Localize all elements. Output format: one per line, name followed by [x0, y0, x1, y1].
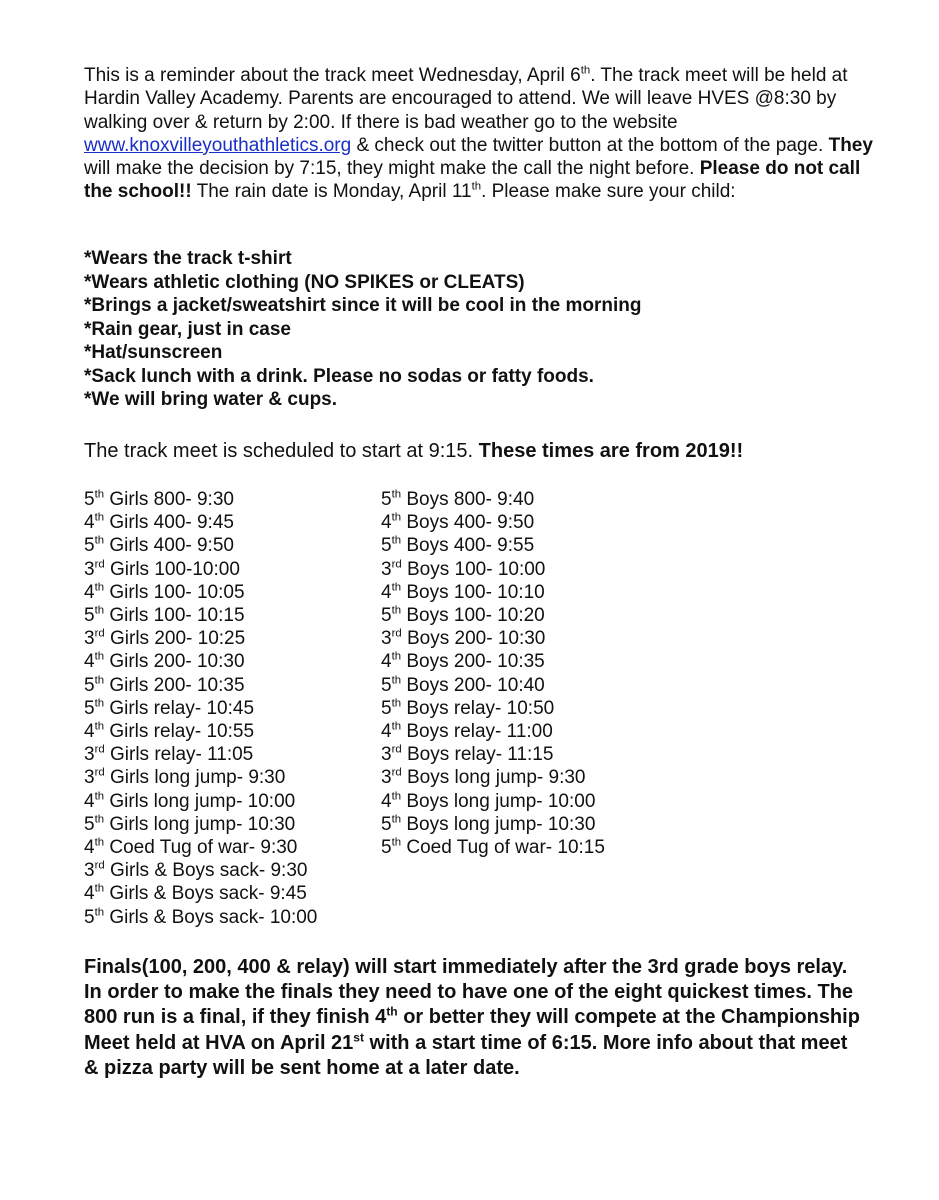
schedule-row [84, 766, 374, 789]
grade-number: 5 [84, 697, 95, 719]
ordinal-suffix: th [94, 535, 105, 548]
grade-number: 5 [381, 674, 392, 696]
finals-text-2: or better they will compete at the Championship Meet held at HVA on April 21 [84, 1006, 860, 1054]
ordinal-suffix: th [391, 511, 402, 524]
checklist-item: *Wears athletic clothing (NO SPIKES or CLEATS) [84, 271, 525, 293]
schedule-row [381, 627, 681, 650]
event-time: Boys long jump- 9:30 [401, 767, 586, 789]
ordinal-suffix: th [391, 535, 402, 548]
grade-number: 5 [381, 535, 392, 557]
event-time: Girls relay- 10:45 [104, 697, 255, 719]
ordinal-suffix: th [94, 488, 105, 501]
ordinal-suffix: th [471, 181, 482, 194]
event-time: Boys 200- 10:30 [401, 628, 546, 650]
grade-number: 5 [381, 605, 392, 627]
grade-number: 5 [381, 837, 392, 859]
grade-number: 4 [84, 790, 95, 812]
schedule-row [381, 534, 681, 557]
ordinal-suffix: st [353, 1029, 364, 1044]
ordinal-suffix: th [94, 720, 105, 733]
schedule-row [84, 581, 374, 604]
checklist-item: *Hat/sunscreen [84, 342, 223, 363]
schedule-row [381, 488, 681, 511]
ordinal-suffix: th [391, 836, 402, 849]
event-time: Girls relay- 10:55 [104, 721, 255, 743]
event-time: Boys relay- 11:00 [401, 721, 553, 743]
schedule-row [381, 650, 681, 673]
schedule-row [84, 650, 374, 673]
ordinal-suffix: th [391, 813, 402, 826]
ordinal-suffix: th [580, 64, 591, 77]
schedule-row [381, 558, 681, 581]
ordinal-suffix: th [391, 790, 402, 803]
checklist-item: *Sack lunch with a drink. Please no sodas or fatty foods. [84, 365, 594, 387]
grade-number: 3 [381, 767, 392, 789]
ordinal-suffix: rd [391, 767, 402, 780]
event-time: Girls long jump- 10:30 [104, 813, 296, 835]
event-time: Girls 200- 10:35 [104, 674, 245, 696]
checklist-item: *Wears the track t-shirt [84, 248, 292, 269]
schedule-row [84, 627, 374, 650]
ordinal-suffix: th [391, 720, 402, 733]
grade-number: 4 [84, 581, 95, 603]
schedule-row [381, 581, 681, 604]
schedule-row [381, 790, 681, 813]
checklist-item: *Brings a jacket/sweatshirt since it will be cool in the morning [84, 295, 642, 316]
event-time: Girls 400- 9:50 [104, 535, 234, 557]
ordinal-suffix: rd [94, 859, 105, 872]
schedule-row [84, 720, 374, 743]
do-not-call-warning: Please do not call the school!! [84, 158, 861, 203]
event-time: Girls 800- 9:30 [104, 489, 234, 510]
event-time: Girls & Boys sack- 10:00 [104, 906, 318, 928]
checklist-item: *Rain gear, just in case [84, 318, 291, 340]
event-time: Boys 100- 10:10 [401, 581, 545, 603]
finals-text-3: with a start time of 6:15. More info about that meet & pizza party will be sent home at a later date. [84, 1031, 848, 1079]
event-time: Girls 400- 9:45 [104, 512, 234, 534]
schedule-row [381, 674, 681, 697]
ordinal-suffix: th [94, 604, 105, 617]
ordinal-suffix: th [386, 1004, 398, 1019]
boys-schedule-column [381, 488, 681, 859]
ordinal-suffix: th [94, 906, 105, 919]
grade-number: 5 [84, 489, 95, 510]
intro-text [84, 64, 874, 204]
schedule-row [381, 720, 681, 743]
event-time: Boys long jump- 10:30 [401, 813, 596, 835]
start-time-line [84, 438, 884, 464]
intro-text-4: will make the decision by 7:15, they might make the call the night before. [84, 158, 700, 180]
event-time: Boys long jump- 10:00 [401, 790, 596, 812]
grade-number: 5 [84, 813, 95, 835]
event-time: Girls & Boys sack- 9:45 [104, 883, 307, 905]
schedule-row [381, 766, 681, 789]
finals-paragraph [84, 955, 864, 1081]
ordinal-suffix: rd [94, 767, 105, 780]
event-time: Boys relay- 10:50 [401, 697, 555, 719]
schedule-row [84, 859, 374, 882]
start-time-text: The track meet is scheduled to start at 9:15. [84, 440, 479, 462]
schedule-row [381, 697, 681, 720]
schedule-row [381, 813, 681, 836]
intro-text-2: . The track meet will be held at Hardin Valley Academy. Parents are encouraged to attend. We will leave HVES @8:30 by walking over & return by 2:00. If there is bad weather go to the website [84, 65, 848, 133]
ordinal-suffix: th [94, 674, 105, 687]
grade-number: 4 [381, 790, 392, 812]
grade-number: 4 [381, 512, 392, 534]
ordinal-suffix: th [94, 511, 105, 524]
ordinal-suffix: th [94, 651, 105, 664]
intro-text-3: & check out the twitter button at the bottom of the page. [351, 134, 829, 156]
grade-number: 4 [84, 883, 95, 905]
grade-number: 5 [381, 697, 392, 719]
event-time: Boys 100- 10:20 [401, 605, 545, 627]
schedule-row [84, 697, 374, 720]
event-time: Boys 800- 9:40 [401, 489, 535, 510]
schedule-row [84, 534, 374, 557]
grade-number: 4 [381, 651, 392, 673]
schedule-row [381, 743, 681, 766]
ordinal-suffix: th [94, 790, 105, 803]
intro-text-1: This is a reminder about the track meet Wednesday, April 6 [84, 65, 581, 86]
grade-number: 4 [84, 651, 95, 673]
ordinal-suffix: rd [391, 558, 402, 571]
ordinal-suffix: th [391, 581, 402, 594]
finals-text-1: Finals(100, 200, 400 & relay) will start immediately after the 3rd grade boys relay. In order to make the finals they need to have one of the eight quickest times. The 800 run is a final, if they finish 4 [84, 956, 854, 1029]
grade-number: 4 [84, 837, 95, 859]
grade-number: 3 [84, 558, 95, 580]
grade-number: 3 [84, 744, 95, 766]
ordinal-suffix: th [94, 581, 105, 594]
schedule-row [84, 813, 374, 836]
grade-number: 3 [84, 860, 95, 882]
ordinal-suffix: rd [391, 627, 402, 640]
intro-bold-they: They [828, 134, 873, 156]
grade-number: 3 [381, 558, 392, 580]
ordinal-suffix: th [391, 604, 402, 617]
grade-number: 5 [381, 813, 392, 835]
event-time: Girls long jump- 9:30 [104, 767, 286, 789]
ordinal-suffix: rd [94, 558, 105, 571]
ordinal-suffix: th [94, 883, 105, 896]
grade-number: 5 [84, 674, 95, 696]
ordinal-suffix: th [94, 697, 105, 710]
event-time: Girls 200- 10:25 [104, 628, 246, 650]
ordinal-suffix: rd [391, 743, 402, 756]
grade-number: 3 [84, 628, 95, 650]
schedule-row [84, 674, 374, 697]
event-time: Girls long jump- 10:00 [104, 790, 296, 812]
event-time: Boys 200- 10:40 [401, 674, 545, 696]
schedule-row [84, 743, 374, 766]
grade-number: 4 [381, 721, 392, 743]
grade-number: 4 [381, 581, 392, 603]
schedule-row [84, 906, 374, 929]
intro-text-6: . Please make sure your child: [481, 181, 736, 203]
grade-number: 3 [381, 628, 392, 650]
ordinal-suffix: rd [94, 743, 105, 756]
event-time: Boys 100- 10:00 [401, 558, 546, 580]
schedule-row [84, 836, 374, 859]
event-time: Girls & Boys sack- 9:30 [104, 860, 308, 882]
ordinal-suffix: th [94, 813, 105, 826]
grade-number: 5 [84, 906, 95, 928]
grade-number: 5 [381, 489, 392, 510]
intro-paragraph [84, 64, 874, 204]
event-time: Girls 100-10:00 [104, 558, 240, 580]
ordinal-suffix: th [391, 488, 402, 501]
schedule-row [381, 604, 681, 627]
ordinal-suffix: rd [94, 627, 105, 640]
event-time: Girls 100- 10:15 [104, 605, 245, 627]
girls-schedule-column [84, 488, 374, 929]
event-time: Boys 400- 9:55 [401, 535, 535, 557]
event-time: Girls 100- 10:05 [104, 581, 245, 603]
grade-number: 3 [381, 744, 392, 766]
grade-number: 5 [84, 535, 95, 557]
ordinal-suffix: th [94, 836, 105, 849]
checklist-item: *We will bring water & cups. [84, 389, 338, 410]
schedule-row [84, 511, 374, 534]
event-time: Boys 200- 10:35 [401, 651, 545, 673]
grade-number: 4 [84, 512, 95, 534]
intro-text-5: The rain date is Monday, April 11 [191, 181, 472, 203]
ordinal-suffix: th [391, 651, 402, 664]
event-time: Boys 400- 9:50 [401, 512, 535, 534]
ordinal-suffix: th [391, 697, 402, 710]
grade-number: 5 [84, 605, 95, 627]
grade-number: 3 [84, 767, 95, 789]
schedule-row [84, 790, 374, 813]
event-time: Girls 200- 10:30 [104, 651, 245, 673]
times-note: These times are from 2019!! [478, 440, 744, 462]
event-time: Coed Tug of war- 9:30 [104, 837, 298, 859]
checklist [84, 247, 874, 412]
schedule-row [84, 882, 374, 905]
schedule-row [381, 511, 681, 534]
schedule-row [381, 836, 681, 859]
event-time: Boys relay- 11:15 [401, 744, 554, 766]
ordinal-suffix: th [391, 674, 402, 687]
event-time: Girls relay- 11:05 [104, 744, 254, 766]
event-time: Coed Tug of war- 10:15 [401, 837, 605, 859]
website-link[interactable]: www.knoxvilleyouthathletics.org [84, 134, 352, 156]
grade-number: 4 [84, 721, 95, 743]
schedule-row [84, 558, 374, 581]
schedule-row [84, 604, 374, 627]
schedule-row [84, 488, 374, 511]
